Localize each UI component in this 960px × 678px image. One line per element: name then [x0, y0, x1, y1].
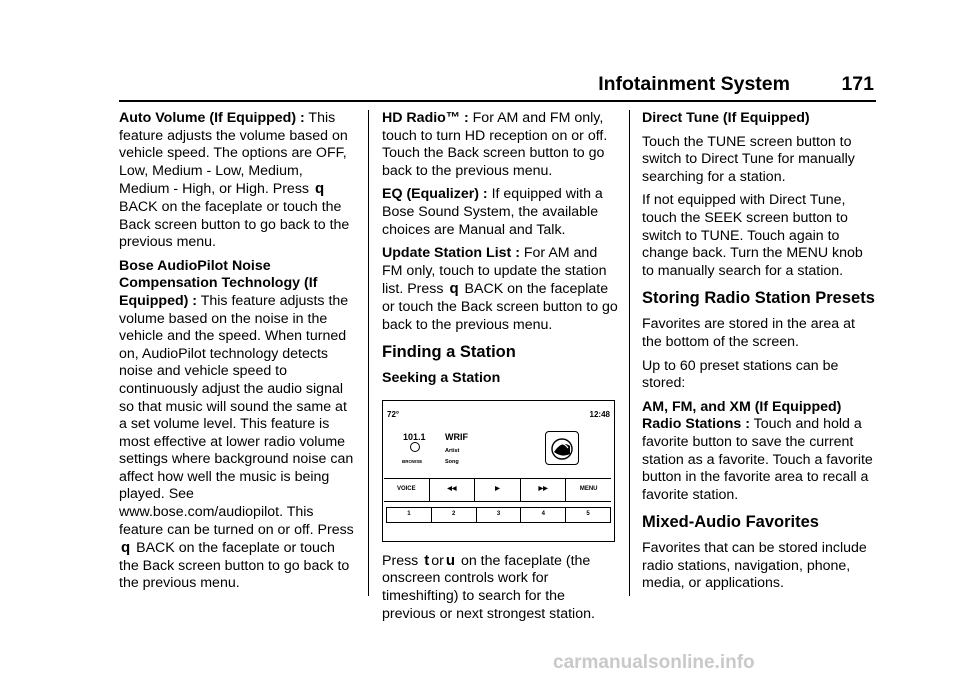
column-divider — [368, 110, 369, 596]
browse-knob-icon — [410, 442, 420, 452]
seek-paragraph: Press t or u on the faceplate (the onscreen controls work for timeshifting) to search for the previous or next strongest station. — [382, 551, 595, 622]
finding-station-heading: Finding a Station — [382, 343, 516, 362]
equalizer-paragraph: EQ (Equalizer) : If equipped with a Bose Sound System, the available choices are Manual and Talk. — [382, 186, 603, 238]
menu-button: MENU — [579, 485, 598, 492]
seeking-station-heading: Seeking a Station — [382, 370, 501, 387]
album-art-icon — [545, 431, 579, 465]
page-header — [0, 73, 874, 101]
back-icon: q — [121, 539, 131, 557]
seek-previous-icon: t — [424, 551, 430, 569]
mixed-audio-paragraph: Favorites that can be stored include radio stations, navigation, phone, media, or applications. — [642, 540, 867, 592]
screen-temperature: 72° — [387, 409, 400, 419]
screen-control-bar — [384, 478, 611, 502]
watermark: carmanualsonline.info — [553, 652, 755, 673]
hd-radio-paragraph: HD Radio™ : For AM and FM only, touch to turn HD reception on or off. Touch the Back screen button to go back to the previous menu. — [382, 110, 608, 179]
auto-volume-paragraph: Auto Volume (If Equipped) : This feature adjusts the volume based on vehicle speed. The options are OFF, Low, Medium - Low, Medium, Medium - High, or High. Press q BACK on the faceplate or touch the Back screen button to go back to the previous menu. — [119, 110, 350, 251]
seek-forward-icon: ▶▶ — [521, 479, 567, 501]
voice-button: VOICE — [384, 479, 430, 501]
preset-5: 5 — [586, 510, 590, 517]
preset-3: 3 — [477, 508, 522, 522]
screen-browse-label: BROWSE — [402, 458, 423, 464]
seek-back-icon: ◀◀ — [430, 479, 476, 501]
screen-frequency: 101.1 — [403, 431, 426, 442]
direct-tune-heading: Direct Tune (If Equipped) — [642, 110, 810, 126]
favorites-location-paragraph: Favorites are stored in the area at the bottom of the screen. — [642, 316, 855, 350]
screen-station-name: WRIF — [445, 431, 468, 442]
screen-artist: Artist — [445, 447, 460, 454]
screen-presets — [386, 507, 611, 523]
header-rule — [119, 100, 876, 102]
back-icon: q — [314, 180, 325, 198]
section-title: Infotainment System — [598, 73, 790, 95]
update-station-paragraph: Update Station List : For AM and FM only, touch to update the station list. Press q BACK on the faceplate or touch the Back screen button to go back to the previous menu. — [382, 245, 618, 333]
screen-clock: 12:48 — [589, 409, 610, 419]
column-divider — [629, 110, 630, 596]
screen-song: Song — [445, 458, 459, 465]
column-1 — [119, 110, 357, 599]
preset-4: 4 — [521, 508, 566, 522]
seek-next-icon: u — [445, 551, 456, 569]
play-icon: ▶ — [475, 479, 521, 501]
column-2 — [382, 110, 618, 629]
preset-1: 1 — [387, 508, 432, 522]
seek-tune-paragraph: If not equipped with Direct Tune, touch the SEEK screen button to switch to TUNE. Touch again to change back. Turn the MENU knob to manually search for a station. — [642, 192, 863, 279]
radio-stations-paragraph: AM, FM, and XM (If Equipped) Radio Stations : Touch and hold a favorite button to save the current station as a favorite. Touch a favorite button in the favorite area to recall a favorite station. — [642, 398, 873, 503]
audiopilot-paragraph: Bose AudioPilot Noise Compensation Technology (If Equipped) : This feature adjusts the volume based on the noise in the vehicle and the speed. When turned on, AudioPilot technology detects noise and vehicle speed to continuously adjust the audio signal so that music will sound the same at a set volume level. This feature is most effective at lower radio volume settings where background noise can affect how well the music is being played. See www.bose.com/audiopilot. This feature can be turned on or off. Press q BACK on the faceplate or touch the Back screen button to go back to the previous menu. — [119, 257, 354, 592]
back-icon: q — [449, 280, 459, 298]
page-number: 171 — [841, 73, 874, 95]
radio-screen-illustration — [382, 400, 615, 542]
column-3 — [642, 110, 876, 599]
preset-2: 2 — [432, 508, 477, 522]
storing-presets-heading: Storing Radio Station Presets — [642, 289, 875, 308]
mixed-audio-heading: Mixed-Audio Favorites — [642, 513, 819, 532]
direct-tune-paragraph: Touch the TUNE screen button to switch to Direct Tune for manually searching for a station. — [642, 133, 855, 185]
preset-count-paragraph: Up to 60 preset stations can be stored: — [642, 357, 839, 392]
